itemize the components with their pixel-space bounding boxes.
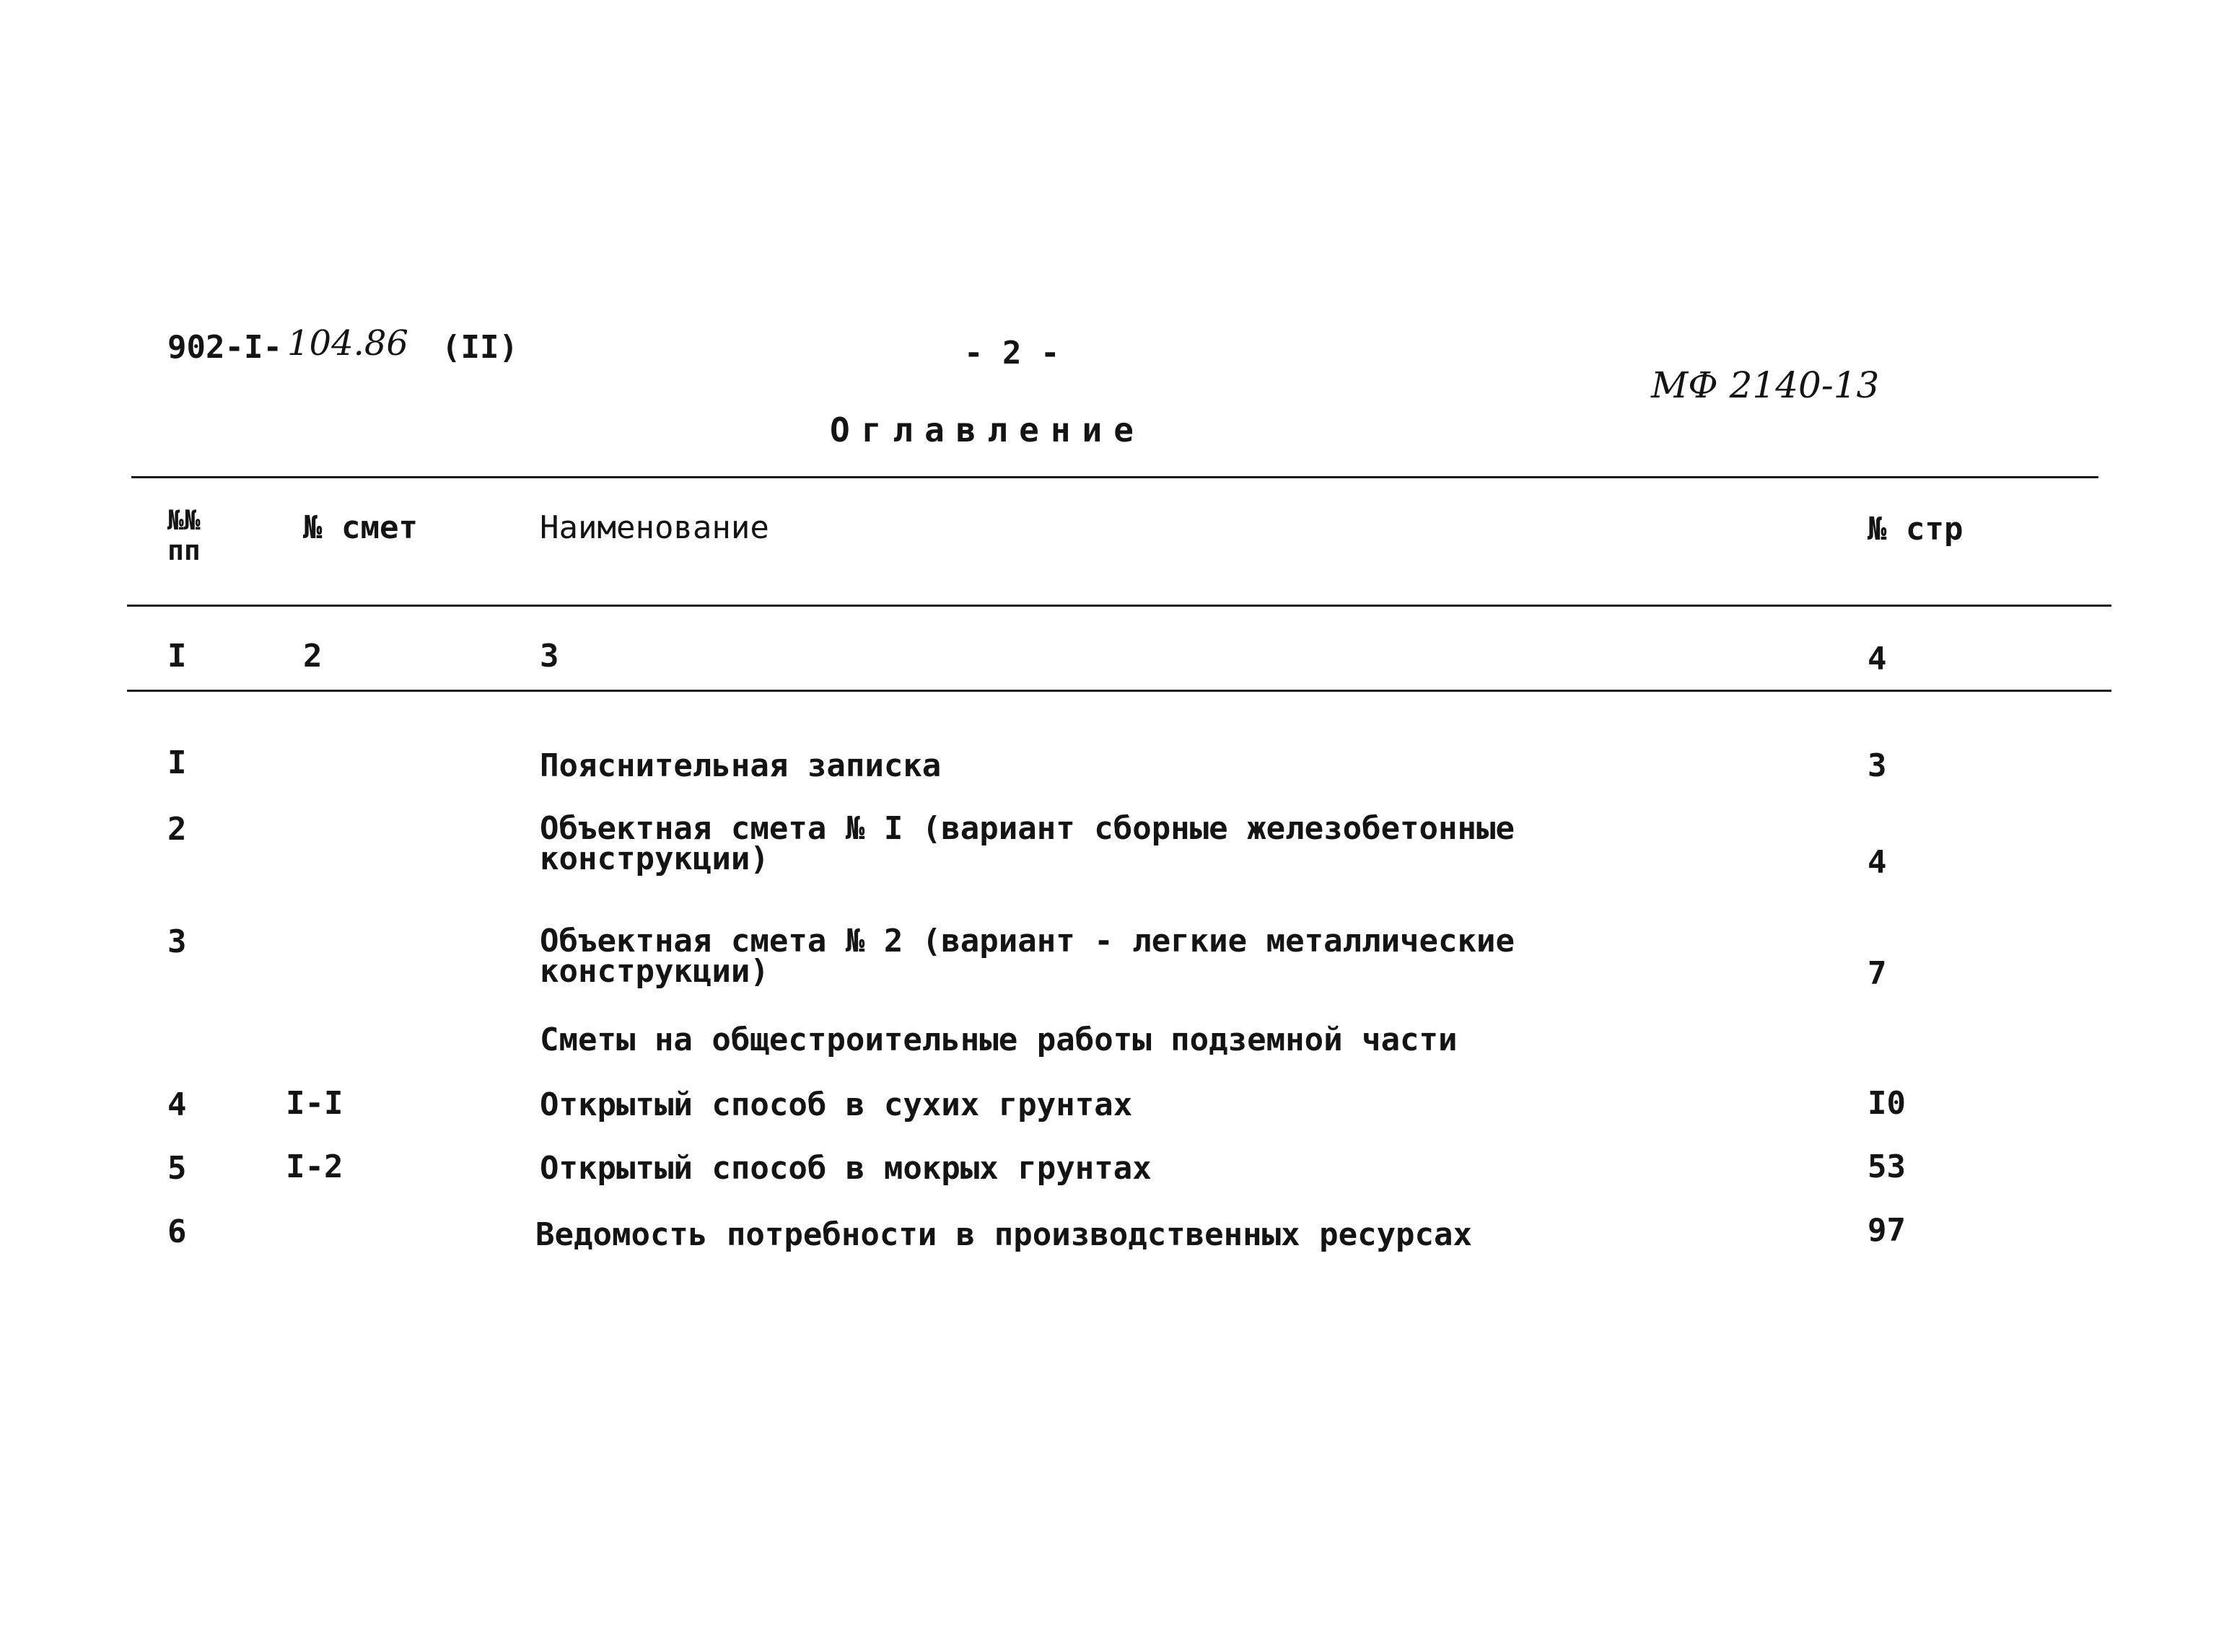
row-page: 4 (1868, 844, 1887, 881)
row-section-heading: Сметы на общестроительные работы подземной части (540, 1021, 1458, 1058)
row-number: I (167, 744, 187, 781)
doc-part: (II) (442, 329, 518, 366)
column-number-3: 3 (540, 638, 559, 675)
row-estimate: I-2 (286, 1148, 343, 1185)
column-numbers-rule (127, 690, 2111, 692)
row-page: 3 (1868, 747, 1887, 784)
header-estimate-number: № смет (303, 509, 418, 546)
row-number: 6 (167, 1213, 187, 1250)
row-number: 3 (167, 923, 187, 960)
archive-code: МФ 2140-13 (1651, 364, 1880, 406)
row-number: 5 (167, 1150, 187, 1187)
row-estimate: I-I (286, 1085, 343, 1122)
doc-code-printed: 902-I- (167, 329, 282, 366)
row-name: Пояснительная записка (540, 747, 942, 784)
row-name: Ведомость потребности в производственных ресурсах (535, 1216, 1473, 1253)
row-page: I0 (1868, 1085, 1906, 1122)
page-title: Оглавление (830, 410, 1145, 449)
row-page: 97 (1868, 1212, 1906, 1249)
header-name: Наименование (540, 509, 769, 546)
row-page: 53 (1868, 1148, 1906, 1185)
column-number-2: 2 (303, 638, 323, 675)
row-name: Объектная смета № I (вариант сборные железобетонные конструкции) (540, 810, 1515, 877)
row-number: 4 (167, 1086, 187, 1123)
row-name: Открытый способ в сухих грунтах (540, 1086, 1133, 1123)
row-name: Открытый способ в мокрых грунтах (540, 1150, 1152, 1187)
table-top-rule (131, 476, 2098, 478)
doc-code-handwritten: 104.86 (287, 323, 408, 364)
row-number: 2 (167, 811, 187, 848)
row-name: Объектная смета № 2 (вариант - легкие металлические конструкции) (540, 923, 1515, 990)
header-bottom-rule (127, 605, 2111, 607)
header-row-number: №№ пп (167, 504, 201, 566)
column-number-4: 4 (1868, 641, 1887, 677)
column-number-1: I (167, 638, 187, 675)
row-page: 7 (1868, 955, 1887, 992)
header-page-number: № стр (1868, 511, 1963, 548)
page-number: - 2 - (964, 335, 1060, 372)
